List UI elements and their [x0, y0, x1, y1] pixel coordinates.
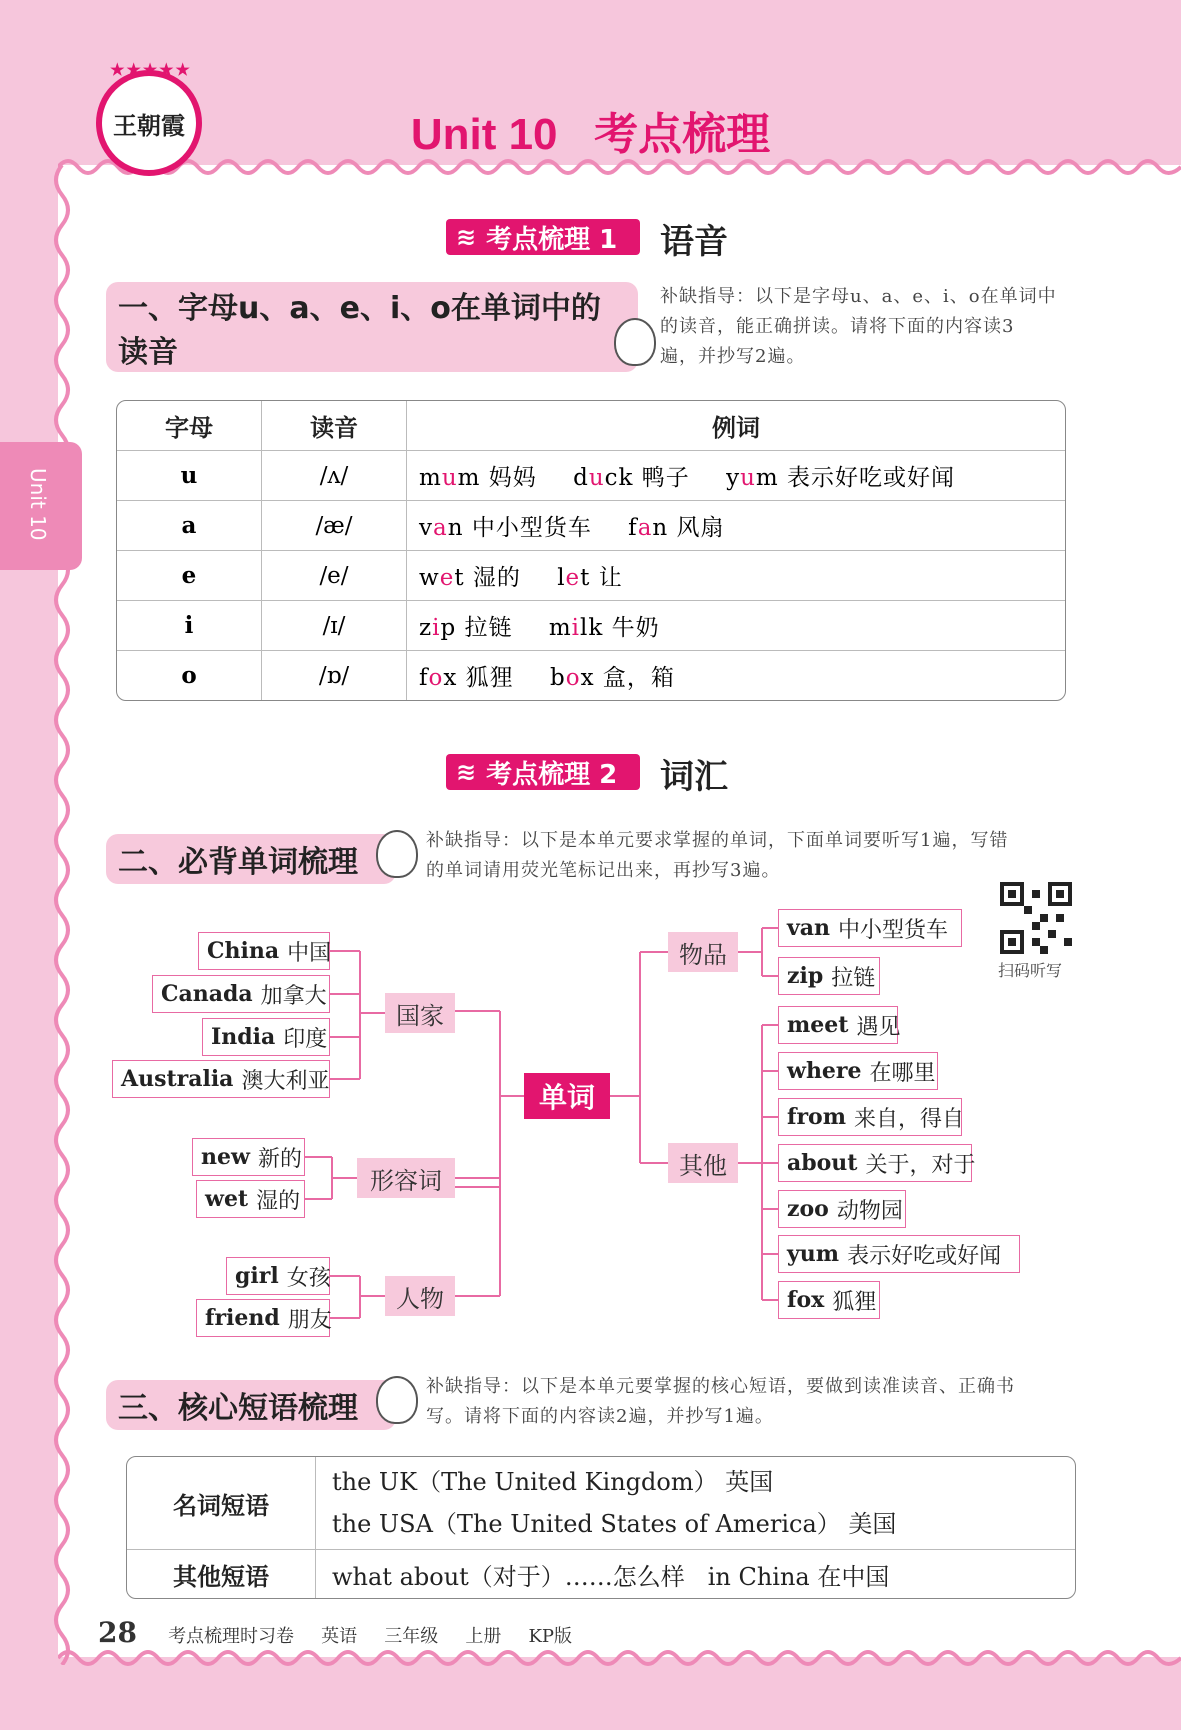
word-cn: 澳大利亚: [241, 1068, 330, 1094]
phrase-line: what about（对于）……怎么样 in China 在中国: [332, 1562, 890, 1591]
example-cell: [407, 651, 1065, 700]
example-word: [557, 565, 623, 591]
category-country: 国家: [385, 993, 455, 1033]
part3-note: [426, 1372, 1086, 1432]
word-part: m: [548, 615, 572, 641]
word-highlight: i: [432, 615, 441, 641]
word-en: zoo: [787, 1196, 829, 1222]
word-en: zip: [787, 963, 824, 989]
word-highlight: o: [428, 665, 444, 691]
word-cn: 遇见: [856, 1014, 901, 1040]
part1-note-line: 遍，并抄写2遍。: [660, 346, 806, 367]
word-cn: 中国: [287, 940, 332, 966]
section-title-1: 语音: [660, 222, 728, 262]
category-adjective: 形容词: [357, 1158, 455, 1198]
sound-cell: /æ/: [262, 501, 407, 551]
word-part: n: [652, 515, 669, 541]
table-row: [117, 651, 1065, 700]
letter-cell: a: [117, 501, 262, 551]
word-highlight: o: [565, 665, 581, 691]
word-part: d: [573, 465, 589, 491]
table-row: [127, 1550, 1075, 1598]
word-highlight: e: [439, 565, 455, 591]
word-part: t: [580, 565, 591, 591]
footer-item: 考点梳理时习卷: [168, 1626, 295, 1647]
word-part: v: [419, 515, 433, 541]
phrase-line: the USA（The United States of America） 美国: [332, 1510, 897, 1538]
student-avatar-icon: [376, 1376, 418, 1424]
phrase-cell: [316, 1550, 1075, 1598]
student-avatar-icon: [614, 318, 656, 366]
word-cn: 湿的: [256, 1188, 301, 1214]
page-footer: [98, 1616, 594, 1649]
word-card: [778, 909, 962, 947]
word-part: m: [457, 465, 481, 491]
table-row: [117, 501, 1065, 551]
word-part: n: [447, 515, 464, 541]
word-card: [196, 1299, 330, 1337]
sound-cell: /e/: [262, 551, 407, 601]
mindmap-center: 单词: [524, 1073, 610, 1119]
word-part: ck: [604, 465, 634, 491]
part1-heading: 一、字母u、a、e、i、o在单词中的读音: [106, 282, 638, 372]
table-header-row: [117, 401, 1065, 451]
example-cell: [407, 501, 1065, 551]
letter-cell: i: [117, 601, 262, 651]
word-cn: 在哪里: [869, 1060, 936, 1086]
word-meaning: 盒，箱: [602, 665, 675, 691]
word-card: [778, 1281, 880, 1319]
word-card: [778, 1190, 906, 1228]
example-word: [549, 615, 660, 641]
word-cn: 朋友: [287, 1307, 332, 1333]
example-word: [419, 665, 514, 691]
col-header: 读音: [262, 401, 407, 451]
part3-note-line: 补缺指导：以下是本单元要掌握的核心短语，要做到读准读音、正确书: [426, 1376, 1015, 1397]
word-cn: 拉链: [831, 965, 876, 991]
word-highlight: u: [441, 465, 458, 491]
word-meaning: 妈妈: [488, 465, 537, 491]
word-part: z: [419, 615, 433, 641]
example-word: [726, 465, 955, 491]
word-meaning: 狐狸: [465, 665, 514, 691]
phrase-line: the UK（The United Kingdom） 英国: [332, 1468, 774, 1496]
logo-text: 王朝霞: [113, 110, 185, 140]
word-highlight: e: [565, 565, 581, 591]
phrase-category: 名词短语: [127, 1457, 316, 1550]
page-title: Unit 10 考点梳理: [410, 110, 771, 159]
word-meaning: 拉链: [464, 615, 513, 641]
wave-border-left: [50, 165, 74, 1665]
word-meaning: 风扇: [676, 515, 725, 541]
part1-note-line: 的读音，能正确拼读。请将下面的内容读3: [660, 316, 1015, 337]
table-row: [117, 601, 1065, 651]
word-en: new: [201, 1144, 250, 1170]
wave-border-bottom: [58, 1646, 1181, 1670]
example-word: [628, 515, 724, 541]
word-meaning: 中小型货车: [471, 515, 592, 541]
sound-cell: /ʌ/: [262, 451, 407, 501]
word-en: China: [207, 938, 280, 964]
word-en: Canada: [161, 981, 253, 1007]
word-card: [778, 1144, 976, 1182]
word-en: girl: [235, 1263, 279, 1289]
category-other: 其他: [668, 1143, 738, 1183]
example-word: [419, 615, 513, 641]
word-en: friend: [205, 1305, 280, 1331]
word-en: where: [787, 1058, 862, 1084]
word-card: [226, 1257, 330, 1295]
part2-heading: 二、必背单词梳理: [106, 834, 396, 884]
word-card: [778, 1098, 965, 1136]
example-cell: [407, 601, 1065, 651]
word-card: [192, 1138, 305, 1176]
word-card: [198, 932, 330, 970]
letter-cell: e: [117, 551, 262, 601]
word-en: Australia: [121, 1066, 234, 1092]
example-word: [573, 465, 690, 491]
word-part: lk: [580, 615, 604, 641]
word-en: about: [787, 1150, 858, 1176]
qr-code-icon[interactable]: [1000, 882, 1072, 954]
part2-note: [426, 826, 1086, 886]
word-highlight: a: [637, 515, 653, 541]
word-part: l: [557, 565, 566, 591]
table-row: [117, 551, 1065, 601]
word-cn: 表示好吃或好闻: [847, 1243, 1002, 1269]
example-cell: [407, 451, 1065, 501]
table-row: [117, 451, 1065, 501]
word-part: x: [443, 665, 458, 691]
word-en: from: [787, 1104, 847, 1130]
section-title-2: 词汇: [660, 757, 728, 797]
example-cell: [407, 551, 1065, 601]
word-meaning: 表示好吃或好闻: [787, 465, 956, 491]
word-meaning: 牛奶: [611, 615, 660, 641]
word-cn: 加拿大: [260, 983, 327, 1009]
word-cn: 中小型货车: [838, 917, 949, 943]
footer-item: 英语: [321, 1626, 358, 1647]
word-meaning: 湿的: [472, 565, 521, 591]
section-badge-1-label: 考点梳理 1: [486, 224, 618, 255]
word-cn: 女孩: [286, 1265, 331, 1291]
example-word: [419, 465, 537, 491]
part3-note-line: 写。请将下面的内容读2遍，并抄写1遍。: [426, 1406, 774, 1427]
category-items: 物品: [668, 932, 738, 972]
word-en: India: [211, 1024, 276, 1050]
word-en: van: [787, 915, 831, 941]
word-card: [202, 1018, 330, 1056]
word-card: [778, 1006, 901, 1044]
word-cn: 新的: [257, 1146, 302, 1172]
bars-icon: ≋: [456, 223, 477, 251]
word-part: b: [549, 665, 566, 691]
qr-label: 扫码听写: [998, 961, 1063, 980]
word-part: f: [628, 515, 638, 541]
word-highlight: u: [588, 465, 605, 491]
word-en: fox: [787, 1287, 825, 1313]
part2-note-line: 补缺指导：以下是本单元要求掌握的单词，下面单词要听写1遍，写错: [426, 830, 1009, 851]
word-en: wet: [205, 1186, 249, 1212]
word-part: f: [419, 665, 429, 691]
word-meaning: 鸭子: [641, 465, 690, 491]
word-part: w: [419, 565, 440, 591]
table-row: [127, 1457, 1075, 1550]
word-card: [112, 1060, 330, 1098]
category-people: 人物: [385, 1276, 455, 1316]
word-card: [778, 957, 880, 995]
word-en: meet: [787, 1012, 849, 1038]
logo-stars-icon: ★★★★★: [110, 60, 192, 79]
footer-item: 三年级: [384, 1626, 439, 1647]
word-cn: 动物园: [836, 1198, 903, 1224]
sound-cell: /ɒ/: [262, 651, 407, 700]
part2-note-line: 的单词请用荧光笔标记出来，再抄写3遍。: [426, 860, 781, 881]
unit-side-tab: [0, 442, 82, 570]
sound-cell: /ɪ/: [262, 601, 407, 651]
word-meaning: 让: [598, 565, 623, 591]
letter-cell: u: [117, 451, 262, 501]
word-card: [778, 1235, 1020, 1273]
section-badge-2-label: 考点梳理 2: [486, 759, 618, 790]
word-highlight: i: [571, 615, 581, 641]
footer-item: KP版: [528, 1626, 572, 1647]
word-part: y: [726, 465, 741, 491]
word-part: m: [419, 465, 442, 491]
word-card: [778, 1052, 938, 1090]
word-card: [196, 1180, 305, 1218]
word-part: t: [454, 565, 465, 591]
word-part: p: [440, 615, 457, 641]
word-cn: 狐狸: [832, 1289, 877, 1315]
word-en: yum: [787, 1241, 840, 1267]
example-word: [419, 515, 592, 541]
side-tab-label: Unit 10: [26, 468, 50, 541]
student-avatar-icon: [376, 830, 418, 878]
section-badge-2: [446, 754, 640, 790]
phrase-category: 其他短语: [127, 1550, 316, 1598]
word-highlight: u: [740, 465, 756, 491]
word-part: x: [580, 665, 595, 691]
example-word: [419, 565, 521, 591]
footer-item: 上册: [465, 1626, 502, 1647]
col-header: 字母: [117, 401, 262, 451]
section-badge-1: [446, 219, 640, 255]
word-cn: 来自，得自: [854, 1106, 965, 1132]
word-card: [152, 975, 330, 1013]
word-highlight: a: [433, 515, 448, 541]
word-cn: 印度: [283, 1026, 328, 1052]
phonics-table: [116, 400, 1066, 701]
word-part: m: [755, 465, 779, 491]
letter-cell: o: [117, 651, 262, 700]
word-cn: 关于，对于: [865, 1152, 976, 1178]
page-number: 28: [98, 1616, 137, 1649]
col-header: 例词: [407, 401, 1065, 451]
phrase-table: [126, 1456, 1076, 1599]
example-word: [550, 665, 675, 691]
part1-note-line: 补缺指导：以下是字母u、a、e、i、o在单词中: [660, 286, 1057, 307]
bars-icon: ≋: [456, 758, 477, 786]
part3-heading: 三、核心短语梳理: [106, 1380, 396, 1430]
phrase-cell: [316, 1457, 1075, 1550]
part1-note: [660, 282, 1080, 372]
